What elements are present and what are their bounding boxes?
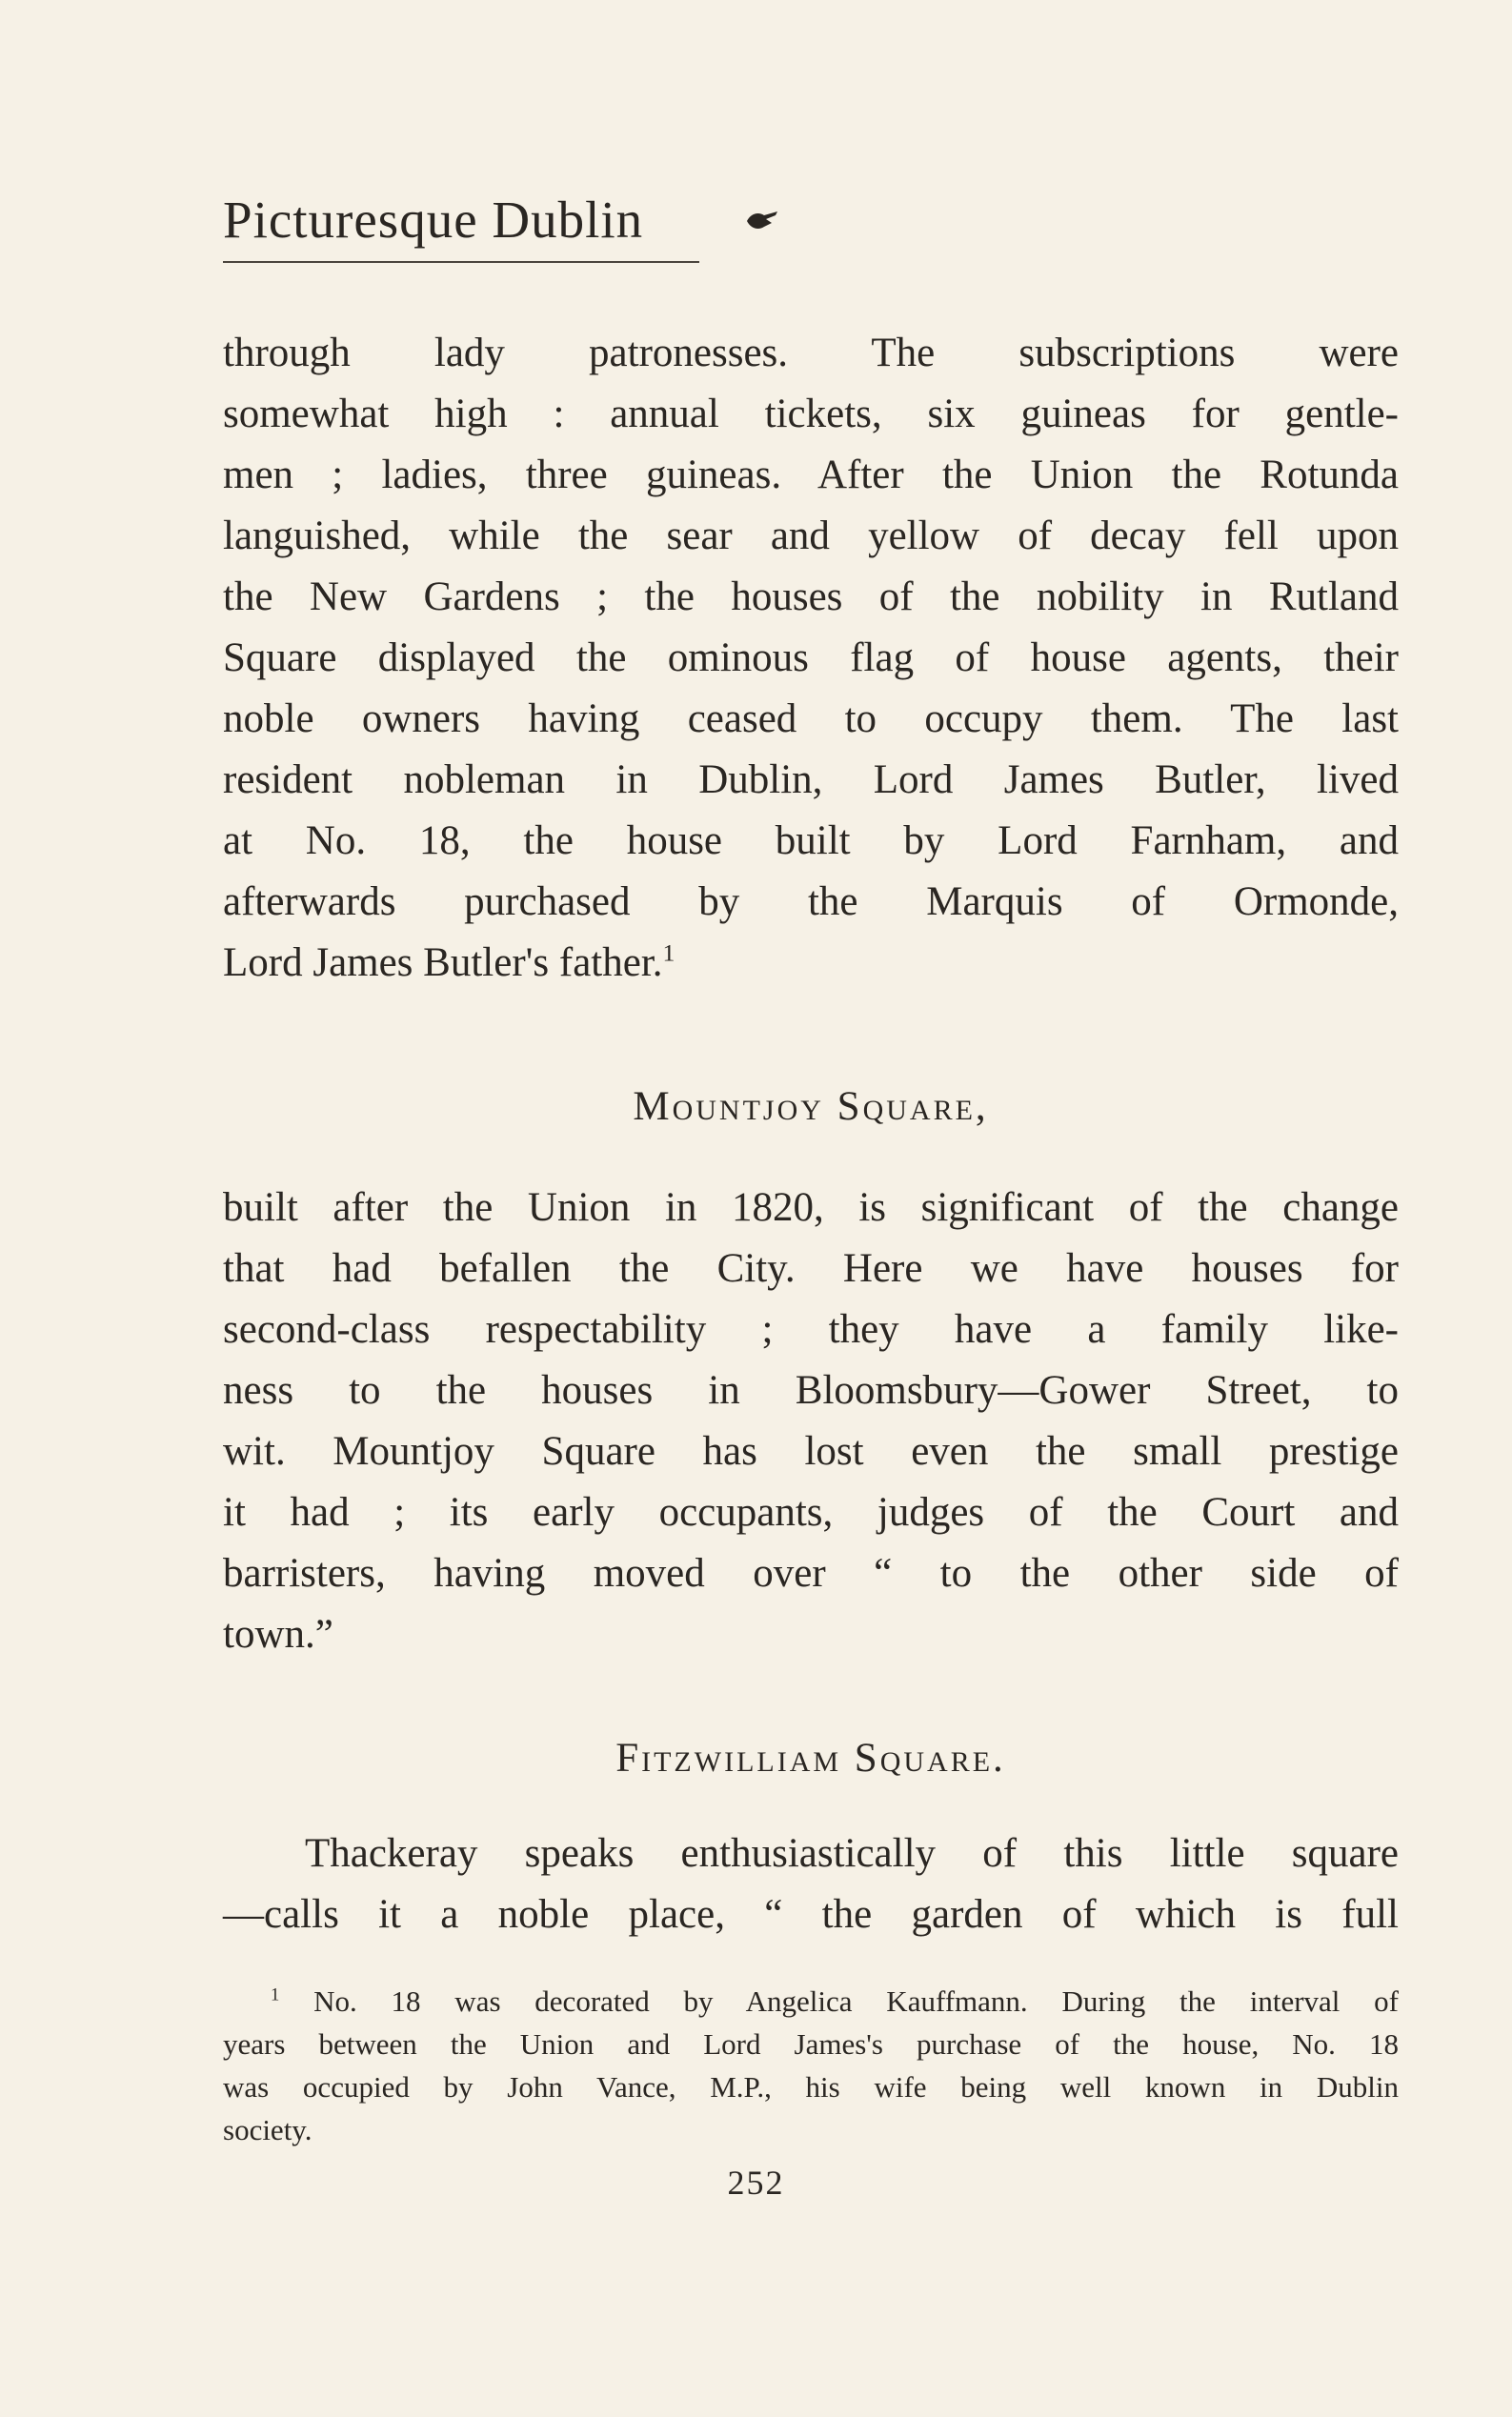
text-line: resident nobleman in Dublin, Lord James Butler, lived [223,757,1399,802]
text-line: the New Gardens ; the houses of the nobility in Rutland [223,574,1399,619]
text-line: that had befallen the City. Here we have houses for [223,1246,1399,1291]
text-line: at No. 18, the house built by Lord Farnham, and [223,818,1399,863]
text-line: second-class respectability ; they have a family like- [223,1307,1399,1352]
text-line: languished, while the sear and yellow of decay fell upon [223,514,1399,558]
page-number: 252 [727,2164,785,2202]
footnote-line-last: society. [223,2113,312,2146]
text-line: men ; ladies, three guineas. After the Union the Rotunda [223,453,1399,497]
text-line-last: town.” [223,1612,333,1657]
footnote-marker: 1 [271,1984,280,2005]
hand-pointer-icon [743,204,781,238]
section-heading-fitzwilliam: Fitzwilliam Square. [615,1736,1006,1781]
section-heading-mountjoy: Mountjoy Square, [633,1084,989,1129]
text-line: afterwards purchased by the Marquis of Ormonde, [223,879,1399,924]
footnote-reference[interactable]: 1 [662,938,675,967]
paragraph-fitzwilliam [223,1823,1399,1945]
paragraph-mountjoy [223,1178,1399,1665]
text-line: wit. Mountjoy Square has lost even the small prestige [223,1429,1399,1474]
text-line: it had ; its early occupants, judges of the Court and [223,1490,1399,1535]
footnote-line: was occupied by John Vance, M.P., his wife being well known in Dublin [223,2070,1399,2104]
footnote [223,1980,1399,2151]
text-line: barristers, having moved over “ to the other side of [223,1551,1399,1596]
text-line: through lady patronesses. The subscriptions were [223,331,1399,375]
text-line: Thackeray speaks enthusiastically of this little square [305,1831,1399,1876]
text-line: somewhat high : annual tickets, six guineas for gentle- [223,392,1399,436]
paragraph-rotunda [223,323,1399,994]
footnote-line-content: No. 18 was decorated by Angelica Kauffmann. During the interval of [313,1984,1400,2018]
text-line-last [223,933,1399,994]
footnote-line [223,1980,1399,2023]
running-title: Picturesque Dublin [223,191,644,249]
text-line: built after the Union in 1820, is significant of the change [223,1185,1399,1230]
footnote-line: years between the Union and Lord James's purchase of the house, No. 18 [223,2027,1399,2061]
running-head [223,187,833,265]
text-line-content: Lord James Butler's father. [223,940,663,985]
text-line: —calls it a noble place, “ the garden of which is full [223,1892,1399,1937]
text-line: Square displayed the ominous flag of house agents, their [223,635,1399,680]
text-line: noble owners having ceased to occupy them. The last [223,696,1399,741]
head-rule [223,261,699,263]
text-line: ness to the houses in Bloomsbury—Gower Street, to [223,1368,1399,1413]
